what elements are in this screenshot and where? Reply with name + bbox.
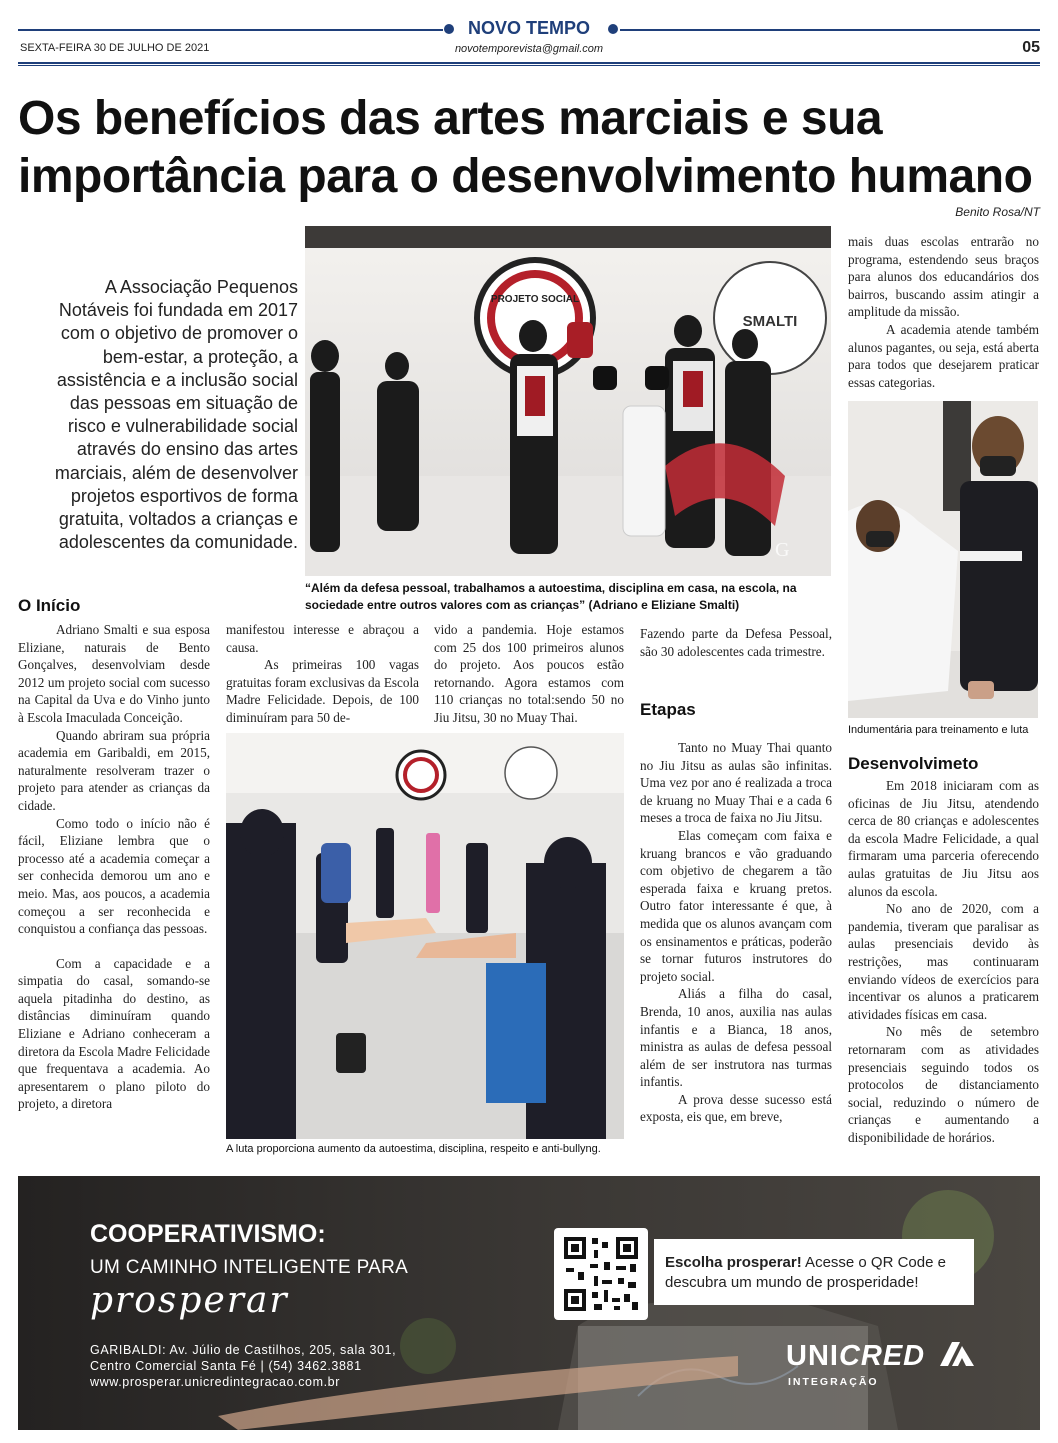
masthead-rule-right	[620, 29, 1040, 31]
paragraph: As primeiras 100 vagas gratuitas foram exclusivas da Escola Madre Felicidade. Depois, de 100 diminuíram para 50 de-	[226, 657, 419, 725]
masthead	[0, 0, 1058, 70]
ad-script-word: prosperar	[90, 1280, 289, 1321]
photo-gi-uniform	[848, 401, 1038, 718]
column-1-text	[18, 621, 210, 1113]
paragraph: A academia atende também alunos pagantes, ou seja, está aberta para todos que desejarem praticar essas categorias.	[848, 321, 1039, 390]
column-4-etapas-text	[640, 739, 832, 1126]
paragraph: No ano de 2020, com a pandemia, tiveram que paralisar as aulas presenciais devido às restrições, mas continuaram enviando vídeos de exercícios para incentivar os alunos a praticarem atividades físicas em casa.	[848, 901, 1039, 1022]
ad-call-to-action	[654, 1239, 974, 1305]
ad-subheading: UM CAMINHO INTELIGENTE PARA	[90, 1257, 409, 1278]
masthead-double-rule	[18, 62, 1040, 66]
ad-heading: COOPERATIVISMO:	[90, 1220, 326, 1248]
byline: Benito Rosa/NT	[955, 205, 1040, 219]
gi-photo-illustration	[848, 401, 1038, 718]
paragraph: Com a capacidade e a simpatia do casal, somando-se aquela pitadinha do destino, as distâncias diminuíram quando Eliziane e Adriano conheceram a diretora da Escola Madre Felicidade que frequentava a academia. Ao apresentarem o plano piloto do projeto, a diretora	[18, 955, 210, 1112]
issue-date: SEXTA-FEIRA 30 DE JULHO DE 2021	[20, 42, 210, 54]
paragraph: Em 2018 iniciaram com as oficinas de Jiu Jitsu, atendendo cerca de 80 crianças e adolescentes da escola Madre Felicidade, a qual firmaram uma parceria oferecendo aulas gratuitas de Jiu Jitsu aos alunos da escola.	[848, 778, 1039, 899]
qr-code-icon[interactable]	[554, 1228, 648, 1320]
page-number: 05	[1022, 39, 1040, 56]
paragraph: Quando abriram sua própria academia em Garibaldi, em 2015, naturalmente resolveram trazer o projeto para atender as crianças da cidade.	[18, 727, 210, 813]
paragraph: manifestou interesse e abraçou a causa.	[226, 622, 419, 655]
logo-cred: CRED	[838, 1340, 926, 1372]
column-5-top-text	[848, 233, 1039, 391]
section-title-desenvolvimento: Desenvolvimeto	[848, 754, 979, 773]
paragraph: Adriano Smalti e sua esposa Eliziane, naturais de Bento Gonçalves, desenvolviam desde 2012 um projeto social com sucesso na Capital da Uva e do Vinho junto à Escola Imaculada Conceição.	[18, 622, 210, 725]
paragraph: vido a pandemia. Hoje estamos com 25 dos 100 primeiros alunos do projeto. Aos poucos estão retornando. Agora estamos com 110 crianças no total:sendo 50 no Jiu Jitsu, 30 no Muay Thai.	[434, 622, 624, 725]
gi-photo-caption: Indumentária para treinamento e luta	[848, 724, 1029, 736]
contact-email[interactable]: novotemporevista@gmail.com	[454, 43, 604, 55]
column-2-text	[226, 621, 419, 727]
column-4-top-text	[640, 625, 832, 660]
ad-address-line-1: GARIBALDI: Av. Júlio de Castilhos, 205, sala 301,	[90, 1343, 397, 1357]
paragraph: Fazendo parte da Defesa Pessoal, são 30 adolescentes cada trimestre.	[640, 626, 832, 659]
svg-text:G: G	[775, 539, 790, 561]
headline-line-2: importância para o desenvolvimento humano	[18, 150, 1033, 203]
masthead-dot-right	[608, 24, 618, 34]
logo-uni: UNI	[786, 1340, 839, 1372]
main-photo-illustration	[305, 226, 831, 576]
paragraph: A prova desse sucesso está exposta, eis que, em breve,	[640, 1091, 832, 1125]
unicred-logo	[786, 1340, 976, 1373]
paragraph: Elas começam com faixa e kruang brancos e vão graduando com objetivo de chegarem a tão esperada faixa e kruang pretos. Outro fator interessante é que, à medida que os alunos avançam com os ensinamentos e práticas, poderão se tornar futuros instrutores do projeto social.	[640, 827, 832, 984]
article-headline	[18, 90, 1038, 206]
column-5-dev-text	[848, 777, 1039, 1146]
paragraph: Aliás a filha do casal, Brenda, 10 anos, auxilia nas aulas infantis e a Bianca, 18 anos, ministra as aulas de defesa pessoal além de ser instrutora nas turmas infantis.	[640, 986, 832, 1090]
main-photo-muay-thai-training	[305, 226, 831, 576]
newspaper-name: NOVO TEMPO	[467, 18, 590, 38]
paragraph: Tanto no Muay Thai quanto no Jiu Jitsu as aulas são infinitas. Uma vez por ano é realizada a troca de kruang no Muay Thai e a cada 6 meses a troca de faixa no Jiu Jitsu.	[640, 740, 832, 826]
unicred-logo-icon	[938, 1340, 976, 1368]
qr-code-graphic	[554, 1228, 648, 1320]
ad-cta-bold: Escolha prosperar!	[665, 1254, 802, 1271]
kids-photo-caption: A luta proporciona aumento da autoestima, disciplina, respeito e anti-bullyng.	[226, 1143, 601, 1155]
ad-address	[90, 1342, 396, 1390]
logo-subtitle: INTEGRAÇÃO	[788, 1376, 879, 1388]
column-3-text	[434, 621, 624, 727]
photo-sign-smalti: SMALTI	[742, 313, 798, 330]
ad-address-line-2: Centro Comercial Santa Fé | (54) 3462.3881	[90, 1359, 362, 1373]
headline-line-1: Os benefícios das artes marciais e sua	[18, 92, 883, 145]
photo-kids-jiu-jitsu-class	[226, 733, 624, 1139]
ad-cta-text: Acesse o QR Code e descubra um mundo de prosperidade!	[665, 1254, 946, 1291]
photo-sign-project: PROJETO SOCIAL	[490, 294, 580, 305]
kids-photo-illustration	[226, 733, 624, 1139]
article-lead: A Associação Pequenos Notáveis foi fundada em 2017 com o objetivo de promover o bem-estar, a proteção, a assistência e a inclusão social das pessoas em situação de risco e vulnerabilidade social através do ensino das artes marciais, além de desenvolver projetos esportivos de forma gratuita, voltados a crianças e adolescentes da comunidade.	[54, 277, 298, 553]
paragraph: Como todo o início não é fácil, Eliziane lembra que o processo até a academia começar a ser conhecida demorou um ano e meio. Mas, aos poucos, a academia começou a ser reconhecida e conquistou a confiança das pessoas.	[18, 815, 210, 937]
paragraph: mais duas escolas entrarão no programa, estendendo seus braços para alunos dos educandários dos bairros, buscando assim atingir a amplitude da missão.	[848, 234, 1039, 320]
paragraph: No mês de setembro retornaram com as atividades presenciais seguindo todos os protocolos de distanciamento social, reduzindo o número de crianças e aumentando a disponibilidade de horários.	[848, 1024, 1039, 1145]
section-title-etapas: Etapas	[640, 700, 696, 719]
unicred-advertisement[interactable]	[18, 1176, 1040, 1430]
section-title-inicio: O Início	[18, 596, 81, 615]
ad-website[interactable]: www.prosperar.unicredintegracao.com.br	[90, 1375, 340, 1389]
main-photo-caption: “Além da defesa pessoal, trabalhamos a autoestima, disciplina em casa, na escola, na sociedade entre outros valores com as crianças” (Adriano e Eliziane Smalti)	[305, 581, 797, 612]
